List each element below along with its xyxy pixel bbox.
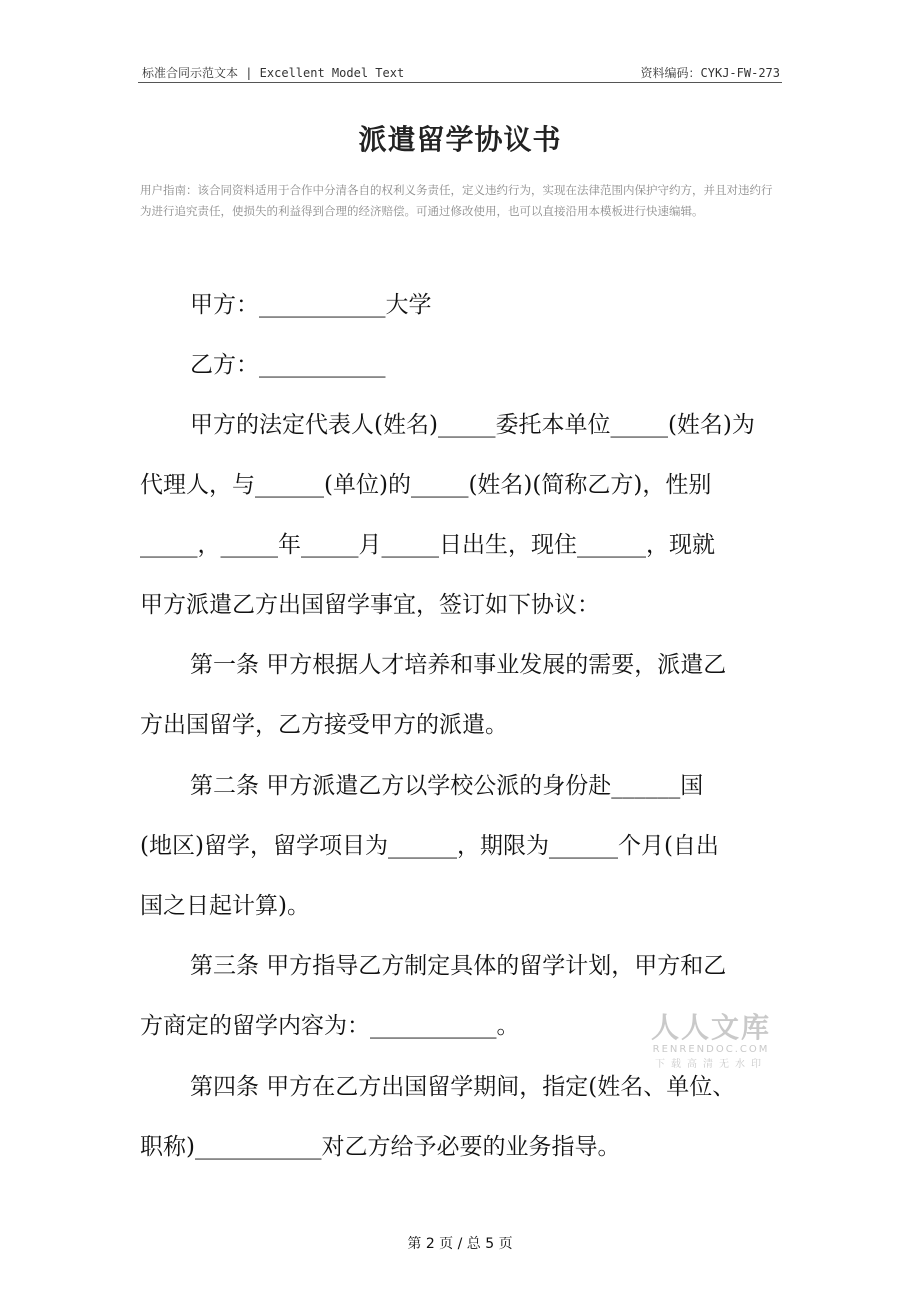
article-1-line: 方出国留学，乙方接受甲方的派遣。	[140, 712, 508, 738]
paragraph-line: 甲方派遣乙方出国留学事宜，签订如下协议：	[140, 592, 600, 618]
party-a-line: 甲方：___________大学	[190, 292, 432, 318]
article-2-line: 第二条 甲方派遣乙方以学校公派的身份赴______国	[190, 773, 704, 799]
article-3-line: 方商定的留学内容为：___________。	[140, 1013, 520, 1039]
paragraph-line: _____，_____年_____月_____日出生，现住______，现就	[140, 532, 715, 558]
paragraph-line: 代理人，与______(单位)的_____(姓名)(简称乙方)，性别	[140, 472, 712, 498]
paragraph-line: 甲方的法定代表人(姓名)_____委托本单位_____(姓名)为	[190, 412, 755, 438]
party-b-line: 乙方：___________	[190, 352, 386, 378]
header-left-text: 标准合同示范文本 | Excellent Model Text	[142, 66, 405, 80]
article-1-line: 第一条 甲方根据人才培养和事业发展的需要，派遣乙	[190, 652, 727, 678]
article-3-line: 第三条 甲方指导乙方制定具体的留学计划，甲方和乙	[190, 953, 727, 979]
article-2-line: (地区)留学，留学项目为______，期限为______个月(自出	[140, 833, 719, 859]
article-2-line: 国之日起计算)。	[140, 893, 310, 919]
page-header	[138, 62, 782, 83]
watermark-main: 人人文库	[650, 1011, 771, 1044]
page-number: 第 2 页 / 总 5 页	[407, 1236, 513, 1252]
article-4-line: 第四条 甲方在乙方出国留学期间，指定(姓名、单位、	[190, 1074, 736, 1100]
document-title: 派遣留学协议书	[358, 123, 562, 156]
watermark-sub: RENRENDOC.COM	[652, 1044, 770, 1055]
watermark-tag: 下载高清无水印	[655, 1059, 767, 1070]
watermark	[646, 1012, 776, 1070]
document-code: 资料编码：CYKJ-FW-273	[640, 66, 780, 80]
article-4-line: 职称)___________对乙方给予必要的业务指导。	[140, 1134, 621, 1160]
user-guide: 用户指南：该合同资料适用于合作中分清各自的权利义务责任，定义违约行为，实现在法律范围内保护守约方，并且对违约行为进行追究责任，使损失的利益得到合理的经济赔偿。可通过修改使用，也可以直接沿用本模板进行快速编辑。	[140, 183, 773, 218]
